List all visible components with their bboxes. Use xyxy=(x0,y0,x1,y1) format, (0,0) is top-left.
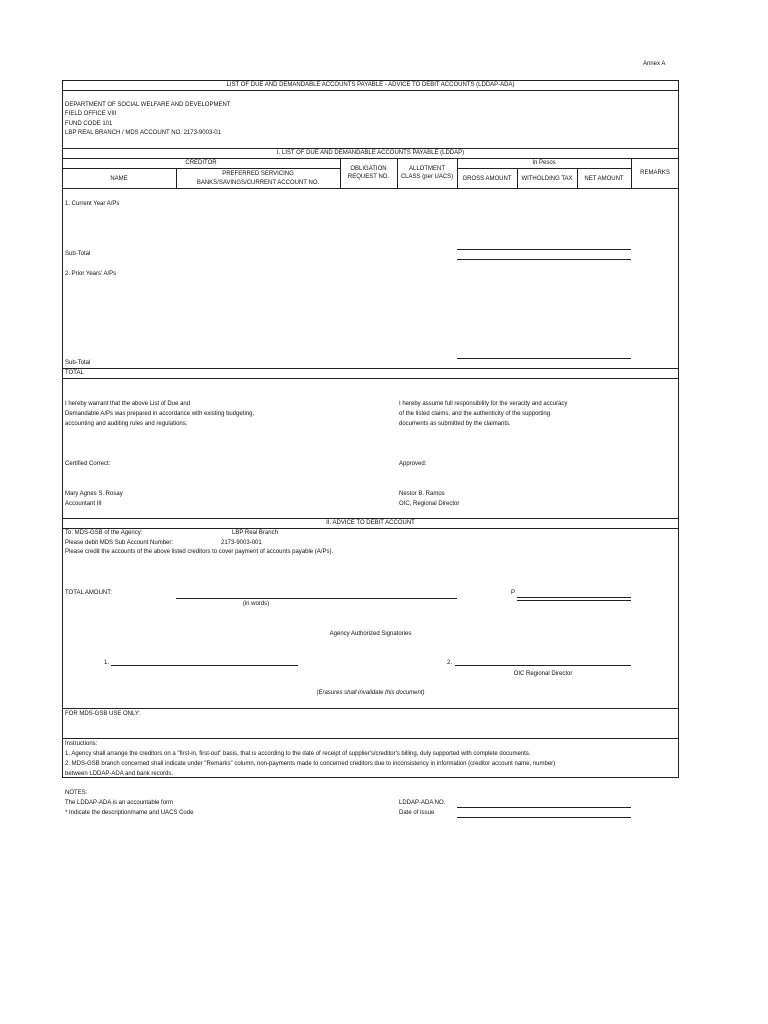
signatories-title: Agency Authorized Signatories xyxy=(329,631,412,637)
amount-figure-line[interactable] xyxy=(517,597,631,598)
divider xyxy=(457,168,631,169)
annex-label: Annex A xyxy=(643,61,666,67)
prior-years-label: 2. Prior Years' A/Ps xyxy=(65,271,117,277)
lddap-no-label: LDDAP-ADA NO. xyxy=(399,800,446,806)
name-header: NAME xyxy=(110,176,128,182)
obligation-header-line2: REQUEST NO. xyxy=(347,174,390,180)
instruction-2-cont: between LDDAP-ADA and bank records. xyxy=(65,771,174,777)
accountant-name: Mary Agnes S. Rosay xyxy=(65,491,123,497)
divider xyxy=(176,168,177,188)
total-amount-label: TOTAL AMOUNT: xyxy=(65,590,112,596)
warranty-text-line3: accounting and auditing rules and regulations. xyxy=(65,421,188,427)
divider xyxy=(62,368,679,369)
department-name: DEPARTMENT OF SOCIAL WELFARE AND DEVELOPMENT xyxy=(65,102,231,108)
certified-correct-label: Certified Correct: xyxy=(65,461,111,467)
amount-figure-double-line xyxy=(517,600,631,601)
subtotal-line xyxy=(457,249,631,250)
subtotal-line xyxy=(457,259,631,260)
total-label: TOTAL xyxy=(65,370,84,376)
divider xyxy=(631,158,632,188)
part1-title: I. LIST OF DUE AND DEMANDABLE ACCOUNTS PAYABLE (LDDAP) xyxy=(276,150,465,156)
divider xyxy=(62,90,679,91)
signatory-2-title: OIC Regional Director xyxy=(513,671,573,677)
peso-sign: P xyxy=(511,590,516,596)
signatory-2-number: 2. xyxy=(447,660,453,666)
part2-title: II. ADVICE TO DEBIT ACCOUNT xyxy=(326,520,415,526)
instruction-2: 2. MDS-GSB branch concerned shall indicate under "Remarks" column, non-payments made to concerned creditors due to inconsistency in information (creditor account name, number) xyxy=(65,761,556,767)
divider xyxy=(340,158,341,188)
fund-code: FUND CODE 101 xyxy=(65,121,113,127)
signatory-1-number: 1. xyxy=(104,660,110,666)
accountant-position: Accountant III xyxy=(65,501,102,507)
creditor-header: CREDITOR xyxy=(185,160,217,166)
approved-label: Approved: xyxy=(399,461,427,467)
subtotal-prior: Sub-Total xyxy=(65,360,91,366)
subtotal-line xyxy=(457,358,631,359)
date-of-issue-label: Date of Issue xyxy=(399,810,435,816)
divider xyxy=(62,738,679,739)
erasures-note: (Erasures shall invalidate this document) xyxy=(316,690,425,696)
credit-instruction: Please credit the accounts of the above listed creditors to cover payment of accounts payable (A/Ps). xyxy=(65,549,334,555)
gross-amount-header: GROSS AMOUNT xyxy=(462,176,512,182)
preferred-bank-header-line2: BANKS/SAVINGS/CURRENT ACCOUNT NO. xyxy=(196,180,320,186)
instruction-1: 1. Agency shall arrange the creditors on a "first-in, first-out" basis, that is according to the date of receipt of supplier's/creditor's billing, duly supported with complete documents. xyxy=(65,751,531,757)
divider xyxy=(62,148,679,149)
divider xyxy=(62,518,679,519)
divider xyxy=(62,528,679,529)
withholding-tax-header: WITHOLDING TAX xyxy=(521,176,573,182)
divider xyxy=(62,378,679,379)
amount-in-words-line[interactable] xyxy=(176,598,457,599)
current-year-label: 1. Current Year A/Ps xyxy=(65,201,120,207)
divider xyxy=(62,158,679,159)
in-pesos-header: In Pesos xyxy=(532,160,556,166)
in-words-caption: (in words) xyxy=(242,601,270,607)
field-office: FIELD OFFICE VIII xyxy=(65,111,117,117)
date-of-issue-line[interactable] xyxy=(457,817,631,818)
allotment-header-line2: CLASS (per UACS) xyxy=(400,174,454,180)
warranty-text-line2: Demandable A/Ps was prepared in accordance with existing budgeting, xyxy=(65,411,255,417)
note-1: The LDDAP-ADA is an accountable form xyxy=(65,800,174,806)
subtotal-current: Sub-Total xyxy=(65,251,91,257)
net-amount-header: NET AMOUNT xyxy=(584,176,624,182)
divider xyxy=(62,188,679,189)
responsibility-text-line1: I hereby assume full responsibility for the veracity and accuracy xyxy=(399,401,568,407)
to-mds-value: LBP Real Branch xyxy=(232,530,278,536)
mds-use-label: FOR MDS-GSB USE ONLY: xyxy=(65,711,141,717)
responsibility-text-line2: of the listed claims, and the authenticity of the supporting xyxy=(399,411,551,417)
divider xyxy=(457,158,458,188)
director-name: Nestor B. Ramos xyxy=(399,491,445,497)
responsibility-text-line3: documents as submitted by the claimants. xyxy=(399,421,511,427)
form-title: LIST OF DUE AND DEMANDABLE ACCOUNTS PAYABLE - ADVICE TO DEBIT ACCOUNTS (LDDAP-ADA) xyxy=(226,82,515,88)
to-mds-label: To: MDS-GSB of the Agency: xyxy=(65,530,143,536)
obligation-header: OBLIGATION xyxy=(350,166,387,172)
signatory-2-line[interactable] xyxy=(455,665,631,666)
divider xyxy=(62,168,340,169)
instructions-label: Instructions: xyxy=(65,741,98,747)
debit-account-value: 2173-9003-001 xyxy=(221,540,262,546)
divider xyxy=(517,168,518,188)
divider xyxy=(577,168,578,188)
divider xyxy=(397,158,398,188)
notes-label: NOTES: xyxy=(65,790,88,796)
preferred-bank-header: PREFERRED SERVICING xyxy=(222,171,294,177)
remarks-header: REMARKS xyxy=(640,170,670,176)
allotment-header: ALLOTMENT xyxy=(408,166,445,172)
note-2: * Indicate the description/name and UACS Code xyxy=(65,810,194,816)
signatory-1-line[interactable] xyxy=(111,665,298,666)
director-position: OIC, Regional Director xyxy=(399,501,460,507)
debit-account-label: Please debit MDS Sub Account Number: xyxy=(65,540,174,546)
divider xyxy=(62,708,679,709)
warranty-text-line1: I hereby warrant that the above List of Due and xyxy=(65,401,191,407)
bank-account: LBP REAL BRANCH / MDS ACCOUNT NO. 2173-9003-01 xyxy=(65,130,221,136)
lddap-no-line[interactable] xyxy=(457,807,631,808)
